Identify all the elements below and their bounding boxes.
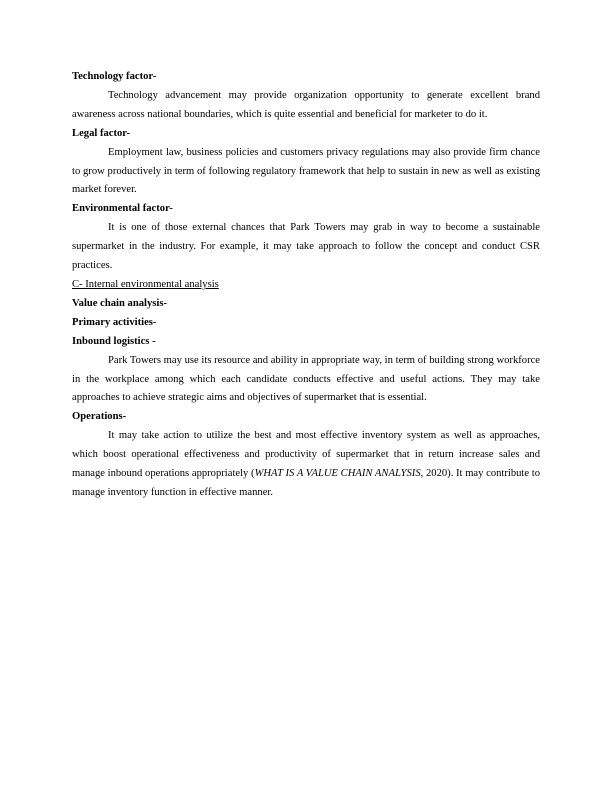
document-page (72, 68, 540, 503)
internal-analysis-title: C- Internal environmental analysis (72, 278, 219, 290)
technology-factor-heading: Technology factor- (72, 71, 157, 82)
legal-factor-heading: Legal factor- (72, 127, 131, 139)
primary-activities-heading: Primary activities- (72, 316, 157, 328)
technology-factor-paragraph: Technology advancement may provide organization opportunity to generate excellent brand awareness across national boundaries, which is quite essential and beneficial for marketer to do it. (72, 89, 540, 120)
legal-factor-paragraph: Employment law, business policies and customers privacy regulations may also provide firm chance to grow productively in term of following regulatory framework that help to sustain in new as well as existing market forever. (72, 146, 540, 196)
value-chain-heading: Value chain analysis- (72, 297, 167, 309)
operations-text-before: It may take action to utilize the best and most effective inventory system as well as approaches, which boost operational effectiveness and productivity of supermarket that in return increase sales and manage inbound operations appropriately ( (72, 430, 540, 480)
operations-text-after: , 2020). It may contribute to manage inventory function in effective manner. (72, 468, 541, 498)
inbound-logistics-paragraph: Park Towers may use its resource and ability in appropriate way, in term of building strong workforce in the workplace among which each candidate conducts effective and useful actions. They may take approaches to achieve strategic aims and objectives of supermarket that is essential. (72, 354, 540, 404)
environmental-factor-paragraph: It is one of those external chances that Park Towers may grab in way to become a sustainable supermarket in the industry. For example, it may take approach to follow the concept and conduct CSR practices. (72, 222, 540, 272)
inbound-logistics-heading: Inbound logistics - (72, 335, 156, 347)
environmental-factor-heading: Environmental factor- (72, 203, 173, 215)
operations-paragraph (72, 427, 540, 503)
operations-citation-title: WHAT IS A VALUE CHAIN ANALYSIS (254, 468, 421, 480)
operations-heading: Operations- (72, 411, 127, 423)
